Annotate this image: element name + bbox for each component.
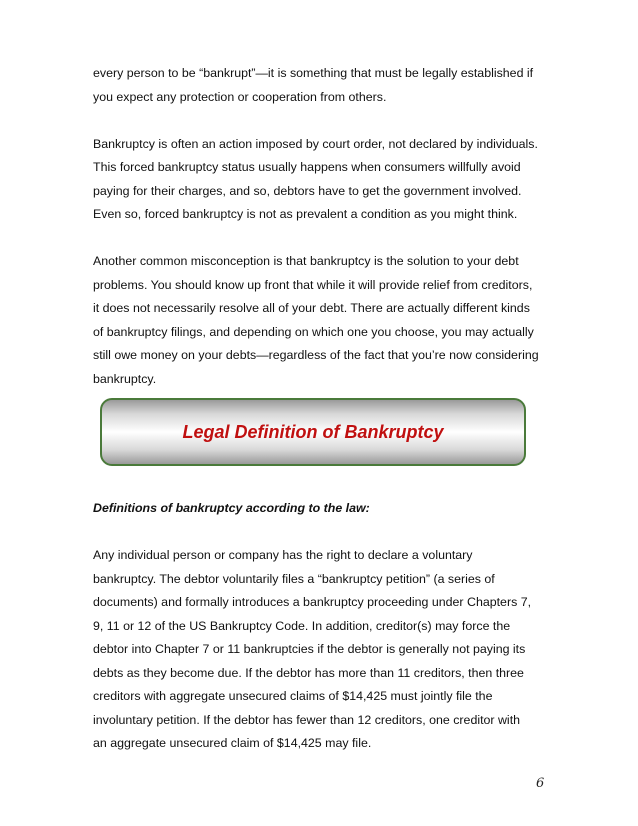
- paragraph-line: you expect any protection or cooperation from others.: [93, 89, 387, 104]
- paragraph-line: every person to be “bankrupt”—it is something that must be legally established if: [93, 66, 534, 80]
- paragraph-2: [93, 133, 563, 227]
- page-body: [93, 62, 563, 415]
- paragraph-line: still owe money on your debts—regardless of the fact that you’re now considering: [93, 348, 539, 362]
- paragraph-line: Another common misconception is that bankruptcy is the solution to your debt: [93, 254, 519, 268]
- definitions-subheading: Definitions of bankruptcy according to the law:: [93, 501, 370, 515]
- paragraph-line: problems. You should know up front that while it will provide relief from creditors,: [93, 277, 533, 292]
- section-heading-box: [100, 398, 526, 466]
- paragraph-line: debtor into Chapter 7 or 11 bankruptcies if the debtor is generally not paying its: [93, 642, 526, 656]
- paragraph-line: debts as they become due. If the debtor has more than 11 creditors, then three: [93, 665, 524, 680]
- paragraph-line: of bankruptcy filings, and depending on which one you choose, you may actually: [93, 324, 534, 339]
- paragraph-line: paying for their charges, and so, debtors have to get the government involved.: [93, 183, 522, 198]
- paragraph-line: 9, 11 or 12 of the US Bankruptcy Code. In addition, creditor(s) may force the: [93, 618, 511, 633]
- paragraph-line: an aggregate unsecured claim of $14,425 may file.: [93, 736, 372, 750]
- paragraph-4: [93, 544, 531, 756]
- paragraph-line: Any individual person or company has the right to declare a voluntary: [93, 548, 473, 562]
- paragraph-line: bankruptcy.: [93, 371, 157, 386]
- page-number: 6: [536, 776, 545, 791]
- paragraph-line: Even so, forced bankruptcy is not as prevalent a condition as you might think.: [93, 207, 518, 221]
- paragraph-line: Bankruptcy is often an action imposed by court order, not declared by individuals.: [93, 136, 538, 151]
- paragraph-3: [93, 250, 563, 391]
- section-title: Legal Definition of Bankruptcy: [182, 421, 444, 442]
- paragraph-line: it does not necessarily resolve all of your debt. There are actually different kinds: [93, 301, 530, 315]
- paragraph-line: documents) and formally introduces a bankruptcy proceeding under Chapters 7,: [93, 595, 532, 609]
- paragraph-line: creditors with aggregate unsecured claims of $14,425 must jointly file the: [93, 689, 493, 703]
- paragraph-line: bankruptcy. The debtor voluntarily files a “bankruptcy petition” (a series of: [93, 571, 495, 586]
- paragraph-line: involuntary petition. If the debtor has fewer than 12 creditors, one creditor with: [93, 712, 521, 727]
- paragraph-line: This forced bankruptcy status usually happens when consumers willfully avoid: [93, 160, 521, 174]
- paragraph-1: [93, 62, 563, 109]
